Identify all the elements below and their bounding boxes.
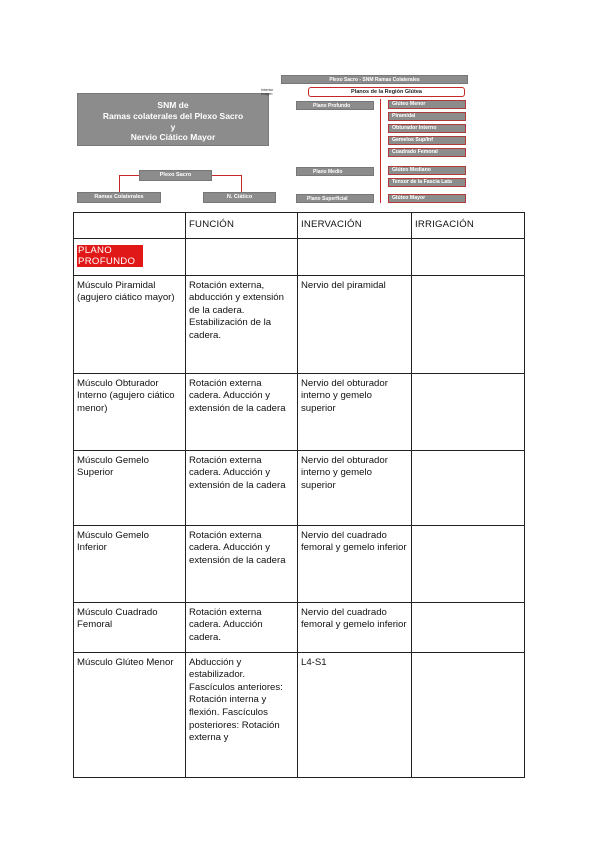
caption-line: Insertar — [261, 88, 273, 92]
irrigacion-cell — [412, 275, 525, 373]
funcion-cell: Rotación externa cadera. Aducción cadera. — [186, 602, 298, 652]
image-caption — [261, 88, 273, 96]
diagram-title-line: y — [170, 121, 176, 132]
profundo-item: Gemelos Sup/Inf — [388, 136, 466, 145]
table-header-row — [74, 213, 525, 239]
plano-superficial-box: Plano Superficial — [296, 194, 374, 203]
section-cell — [74, 238, 186, 275]
plano-profundo-box: Plano Profundo — [296, 101, 374, 110]
muscle-cell: Músculo Gemelo Superior — [74, 450, 186, 525]
plexo-sacro-box: Plexo Sacro — [139, 170, 212, 181]
planos-header-box: Planos de la Región Glútea — [308, 87, 465, 97]
inervacion-cell: Nervio del obturador interno y gemelo superior — [298, 373, 412, 450]
section-row — [74, 238, 525, 275]
muscle-cell: Músculo Glúteo Menor — [74, 652, 186, 777]
connector-line — [380, 99, 381, 203]
muscles-table — [73, 212, 525, 778]
superficial-item: Glúteo Mayor — [388, 194, 466, 203]
funcion-cell: Rotación externa cadera. Aducción y extensión de la cadera — [186, 450, 298, 525]
diagram-title-line: Nervio Ciático Mayor — [130, 132, 216, 143]
caption-line: imagen — [261, 92, 273, 96]
table-row — [74, 373, 525, 450]
ramas-colaterales-box: Ramas Colaterales — [77, 192, 161, 203]
irrigacion-cell — [412, 602, 525, 652]
inervacion-cell: Nervio del cuadrado femoral y gemelo inferior — [298, 602, 412, 652]
funcion-cell: Abducción y estabilizador. Fascículos anteriores: Rotación interna y flexión. Fascículos posteriores: Rotación externa y — [186, 652, 298, 777]
n-ciatico-box: N. Ciático — [203, 192, 276, 203]
connector-line — [119, 175, 120, 192]
muscle-cell: Músculo Gemelo Inferior — [74, 525, 186, 602]
irrigacion-cell — [412, 450, 525, 525]
medio-item: Tensor de la Fascia Lata — [388, 178, 466, 187]
plano-medio-box: Plano Medio — [296, 167, 374, 176]
muscle-cell: Músculo Piramidal (agujero ciático mayor) — [74, 275, 186, 373]
right-header-box: Plexo Sacro - SNM Ramas Colaterales — [281, 75, 468, 84]
table-row — [74, 525, 525, 602]
connector-line — [119, 175, 139, 176]
table-row — [74, 275, 525, 373]
profundo-item: Piramidal — [388, 112, 466, 121]
table-cell — [186, 238, 298, 275]
inervacion-cell: Nervio del obturador interno y gemelo superior — [298, 450, 412, 525]
section-label: PLANO PROFUNDO — [77, 245, 143, 267]
medio-item: Glúteo Mediano — [388, 166, 466, 175]
muscle-cell: Músculo Cuadrado Femoral — [74, 602, 186, 652]
diagram-title-line: Ramas colaterales del Plexo Sacro — [102, 110, 244, 121]
irrigacion-cell — [412, 373, 525, 450]
table-cell — [412, 238, 525, 275]
profundo-item: Glúteo Menor — [388, 100, 466, 109]
table-row — [74, 652, 525, 777]
column-header — [74, 213, 186, 239]
connector-line — [241, 175, 242, 192]
column-header: IRRIGACIÓN — [412, 213, 525, 239]
column-header: FUNCIÓN — [186, 213, 298, 239]
diagram-title-box — [77, 93, 269, 146]
table-row — [74, 602, 525, 652]
irrigacion-cell — [412, 652, 525, 777]
muscle-cell: Músculo Obturador Interno (agujero ciático menor) — [74, 373, 186, 450]
column-header: INERVACIÓN — [298, 213, 412, 239]
profundo-item: Obturador Interno — [388, 124, 466, 133]
inervacion-cell: Nervio del piramidal — [298, 275, 412, 373]
table-cell — [298, 238, 412, 275]
funcion-cell: Rotación externa cadera. Aducción y extensión de la cadera — [186, 525, 298, 602]
irrigacion-cell — [412, 525, 525, 602]
inervacion-cell: Nervio del cuadrado femoral y gemelo inferior — [298, 525, 412, 602]
funcion-cell: Rotación externa, abducción y extensión de la cadera. Estabilización de la cadera. — [186, 275, 298, 373]
connector-line — [212, 175, 242, 176]
inervacion-cell: L4-S1 — [298, 652, 412, 777]
profundo-item: Cuadrado Femoral — [388, 148, 466, 157]
diagram-title-line: SNM de — [157, 100, 189, 110]
funcion-cell: Rotación externa cadera. Aducción y extensión de la cadera — [186, 373, 298, 450]
table-row — [74, 450, 525, 525]
